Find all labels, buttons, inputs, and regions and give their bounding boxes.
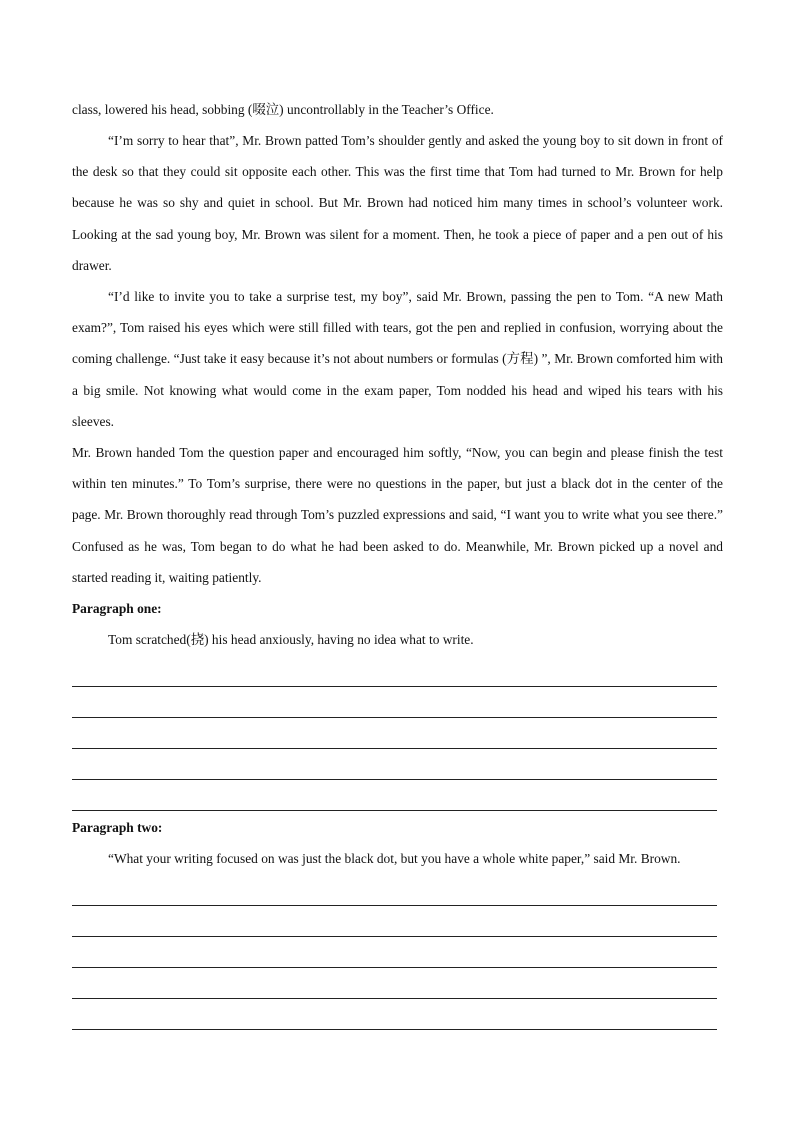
writing-line[interactable]	[72, 718, 717, 749]
paragraph-one-heading: Paragraph one:	[72, 601, 162, 616]
writing-line[interactable]	[72, 906, 717, 937]
story-paragraph-1: “I’m sorry to hear that”, Mr. Brown patted Tom’s shoulder gently and asked the young boy to sit down in front of the desk so that they could sit opposite each other. This was the first time that Tom had turned to Mr. Brown for help because he was so shy and quiet in school. But Mr. Brown had noticed him many times in school’s volunteer work. Looking at the sad young boy, Mr. Brown was silent for a moment. Then, he took a piece of paper and a pen out of his drawer.	[72, 133, 723, 273]
writing-line[interactable]	[72, 655, 717, 686]
writing-line[interactable]	[72, 687, 717, 718]
writing-line[interactable]	[72, 937, 717, 968]
paragraph-one-writing-lines[interactable]	[72, 655, 717, 811]
paragraph-one-section	[72, 593, 723, 811]
story-body	[72, 125, 723, 593]
writing-line[interactable]	[72, 968, 717, 999]
writing-line[interactable]	[72, 749, 717, 780]
paragraph-one-lead: Tom scratched(挠) his head anxiously, having no idea what to write.	[108, 632, 474, 648]
story-paragraph-3: Mr. Brown handed Tom the question paper and encouraged him softly, “Now, you can begin and please finish the test within ten minutes.” To Tom’s surprise, there were no questions in the paper, but just a black dot in the center of the page. Mr. Brown thoroughly read through Tom’s puzzled expressions and said, “I want you to write what you see there.” Confused as he was, Tom began to do what he had been asked to do. Meanwhile, Mr. Brown picked up a novel and started reading it, waiting patiently.	[72, 445, 723, 585]
writing-line[interactable]	[72, 999, 717, 1030]
writing-line[interactable]	[72, 874, 717, 905]
paragraph-two-heading: Paragraph two:	[72, 820, 163, 835]
story-paragraph-2: “I’d like to invite you to take a surprise test, my boy”, said Mr. Brown, passing the pen to Tom. “A new Math exam?”, Tom raised his eyes which were still filled with tears, got the pen and replied in confusion, worrying about the coming challenge. “Just take it easy because it’s not about numbers or formulas (方程) ”, Mr. Brown comforted him with a big smile. Not knowing what would come in the exam paper, Tom nodded his head and wiped his tears with his sleeves.	[72, 289, 723, 429]
paragraph-two-section	[72, 812, 723, 1030]
paragraph-two-lead: “What your writing focused on was just the black dot, but you have a whole white paper,” said Mr. Brown.	[108, 851, 681, 867]
story-continuation-line: class, lowered his head, sobbing (啜泣) uncontrollably in the Teacher’s Office.	[72, 102, 494, 117]
paragraph-two-writing-lines[interactable]	[72, 874, 717, 1030]
writing-line[interactable]	[72, 780, 717, 811]
